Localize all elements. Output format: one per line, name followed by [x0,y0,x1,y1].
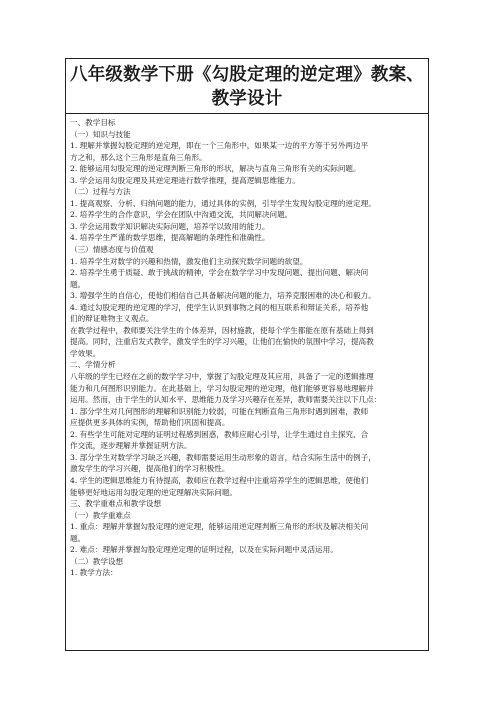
text-line: 激发学生的学习兴趣，提高他们的学习积极性。 [70,464,230,474]
text-line: 4. 学生的逻辑思维能力有待提高，教师应在教学过程中注重培养学生的逻辑思维，使他们 [70,475,369,485]
text-line: 2. 培养学生勇于质疑、敢于挑战的精神，学会在数学学习中发现问题、提出问题、解决问 [70,268,369,278]
text-line: 在教学过程中，教师要关注学生的个体差异，因材施教，使每个学生都能在原有基础上得到 [70,325,374,335]
text-line: 3. 部分学生对数学学习缺乏兴趣，教师需要运用生动形象的语言，结合实际生活中的例子， [70,452,376,462]
text-line: 1. 重点：理解并掌握勾股定理的逆定理，能够运用逆定理判断三角形的形状及解决相关问 [70,522,369,532]
text-line: 4. 培养学生严谨的数学思维，提高解题的条理性和准确性。 [70,233,270,243]
text-line: 题。 [70,533,86,543]
text-line: 4. 通过勾股定理的逆定理的学习，使学生认识到事物之间的相互联系和辩证关系，培养他 [70,302,369,312]
text-line: （二）过程与方法 [70,187,131,197]
title-line-1: 八年级数学下册《勾股定理的逆定理》教案、 [70,65,424,85]
text-line: 2. 有些学生可能对定理的证明过程感到困惑，教师应耐心引导，让学生通过自主探究、合 [70,429,369,439]
text-line: 1. 教学方法： [70,568,118,578]
document-body [66,114,428,579]
text-line: 一、教学目标 [70,118,116,127]
text-line: 题。 [70,279,86,289]
text-line: 能够更好地运用勾股定理的逆定理解决实际问题。 [70,487,238,497]
text-line: 提高。同时，注重启发式教学，激发学生的学习兴趣，让他们在愉快的氛围中学习，提高教 [70,337,374,347]
title-line-2: 教学设计 [211,89,283,109]
text-line: （一）知识与技能 [70,129,131,139]
text-line: 作交流，逐步理解并掌握证明方法。 [70,441,192,451]
text-line: 们的辩证唯物主义观点。 [70,314,154,324]
text-line: 应提供更多具体的实例，帮助他们巩固和提高。 [70,418,230,428]
text-line: （一）教学重难点 [70,510,131,520]
text-line: 3. 学会运用数学知识解决实际问题，培养学以致用的能力。 [70,221,270,231]
text-line: 1. 培养学生对数学的兴趣和热情，激发他们主动探究数学问题的欲望。 [70,256,308,266]
text-line: 3. 学会运用勾股定理及其逆定理进行数学推理，提高逻辑思维能力。 [70,175,300,185]
text-line: 二、学情分析 [70,360,116,370]
text-line: 2. 培养学生的合作意识，学会在团队中沟通交流，共同解决问题。 [70,210,293,220]
text-line: 1. 提高观察、分析、归纳问题的能力，通过具体的实例，引导学生发现勾股定理的逆定理。 [70,198,376,208]
text-line: 能力和几何图形识别能力。在此基础上，学习勾股定理的逆定理，他们能够更容易地理解并 [70,383,374,393]
text-line: 1. 理解并掌握勾股定理的逆定理，即在一个三角形中，如果某一边的平方等于另外两边平 [70,141,369,151]
text-line: 三、教学重难点和教学设想 [70,499,162,509]
text-line: 方之和，那么这个三角形是直角三角形。 [70,152,207,162]
text-line: 3. 增强学生的自信心，使他们相信自己具备解决问题的能力，培养克服困难的决心和毅力。 [70,291,376,301]
document-page [65,58,429,651]
text-line: （三）情感态度与价值观 [70,245,154,255]
text-line: 八年级的学生已经在之前的数学学习中，掌握了勾股定理及其应用，具备了一定的逻辑推理 [70,372,374,382]
text-line: 运用。然而，由于学生的认知水平、思维能力及学习兴趣存在差异，教师需要关注以下几点： [70,395,382,405]
text-line: 2. 能够运用勾股定理的逆定理判断三角形的形状，解决与直角三角形有关的实际问题。 [70,164,361,174]
text-line: （二）教学设想 [70,556,124,566]
text-line: 1. 部分学生对几何图形的理解和识别能力较弱，可能在判断直角三角形时遇到困难，教师 [70,406,369,416]
document-title [66,59,428,114]
text-line: 学效果。 [70,348,101,358]
text-line: 2. 难点：理解并掌握勾股定理逆定理的证明过程，以及在实际问题中灵活运用。 [70,545,338,555]
